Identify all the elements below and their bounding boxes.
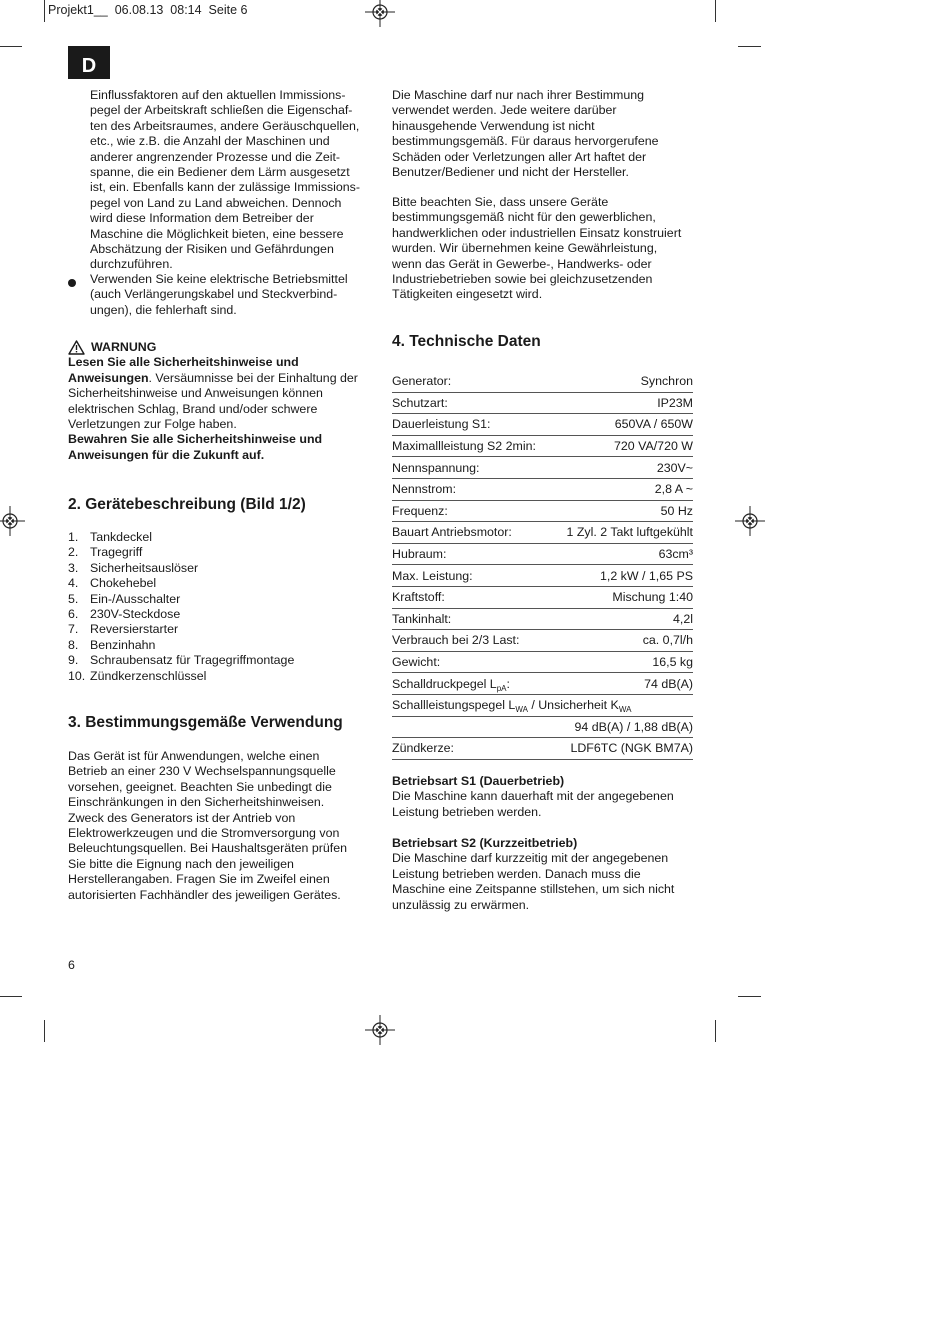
list-item [68, 561, 368, 576]
right-paragraph-2 [392, 195, 697, 303]
right-paragraph-1 [392, 88, 697, 180]
s2-line: Die Maschine darf kurzzeitig mit der angegebenen [392, 851, 669, 866]
section-3-line: Herstellerangaben. Fragen Sie im Zweifel einen [68, 872, 330, 887]
intro-line: Einflussfaktoren auf den aktuellen Immissions- [90, 88, 346, 102]
crop-mark-bottom-left-v [44, 1020, 45, 1042]
spec-row-schallleistung-label [392, 694, 693, 716]
spec-value: 16,5 kg [552, 651, 693, 673]
list-item [68, 653, 368, 668]
spec-table [392, 371, 693, 760]
s2-title: Betriebsart S2 (Kurzzeitbetrieb) [392, 836, 578, 850]
list-item [68, 622, 368, 637]
list-item-label: Reversierstarter [90, 622, 179, 637]
spec-value: 2,8 A ~ [552, 478, 693, 500]
spec-table-wrapper [392, 371, 693, 760]
list-item-label: 230V-Steckdose [90, 607, 181, 622]
registration-mark-right [735, 506, 765, 536]
table-row [392, 500, 693, 522]
spec-label: Schalldruckpegel $L_{pA}$: [392, 673, 552, 695]
spec-value: ca. 0,7l/h [552, 630, 693, 652]
right-paragraph-line: Benutzer/Bediener und nicht der Hersteller. [392, 165, 629, 180]
warning-triangle-icon [68, 340, 85, 355]
list-item-label: Tragegriff [90, 545, 143, 560]
warning-heading [68, 340, 378, 355]
s2-line: Leistung betrieben werden. Danach muss die [392, 866, 641, 881]
warning-heading-text: WARNUNG [91, 340, 157, 354]
spec-row-schallleistung-value [392, 716, 693, 738]
intro-line: Maschine die Möglichkeit bieten, eine bessere [90, 226, 344, 241]
right-paragraph-line: hinausgehende Verwendung ist nicht [392, 118, 595, 133]
section-3-paragraph [68, 749, 378, 903]
list-item [68, 530, 368, 545]
list-item-label: Chokehebel [90, 576, 157, 591]
warning-block [68, 340, 378, 463]
list-item-number: 2. [68, 545, 79, 560]
spec-label: Max. Leistung: [392, 565, 552, 587]
s1-line: Die Maschine kann dauerhaft mit der angegebenen [392, 789, 674, 804]
spec-value: IP23M [552, 392, 693, 414]
print-slug: Projekt1__ 06.08.13 08:14 Seite 6 [48, 3, 248, 17]
s2-block [392, 836, 702, 913]
crop-mark-bottom-right-v [715, 1020, 716, 1042]
crop-mark-top-left-v [44, 0, 45, 22]
intro-line: anderer angrenzender Prozesse und die Zeit- [90, 149, 341, 164]
table-row [392, 586, 693, 608]
table-row [392, 392, 693, 414]
section-3-line: Zweck des Generators ist der Antrieb von [68, 810, 296, 825]
warning-line: elektrischen Schlag, Brand und/oder schwere [68, 401, 318, 416]
right-paragraph-line: wenn das Gerät in Gewerbe-, Handwerks- oder [392, 256, 652, 271]
spec-label: Schallleistungspegel $L_{WA}$ / Unsicherheit $K_{WA}$ [392, 694, 693, 716]
table-row [392, 371, 693, 392]
list-item-number: 6. [68, 607, 79, 622]
section-3-line: Einschränkungen in den Sicherheitshinweisen. [68, 795, 325, 810]
section-3-line: Das Gerät ist für Anwendungen, welche einen [68, 749, 320, 763]
warning-line: Sicherheitshinweise und Anweisungen können [68, 386, 323, 401]
warning-bold-line: Anweisungen für die Zukunft auf. [68, 447, 265, 462]
bullet-line: Verwenden Sie keine elektrische Betriebsmittel [90, 272, 348, 286]
intro-line: wird diese Information dem Betreiber der [90, 211, 314, 226]
intro-line: ten des Arbeitsraumes, andere Geräuschquellen, [90, 118, 360, 133]
spec-label: Dauerleistung S1: [392, 414, 552, 436]
intro-paragraph [90, 88, 375, 273]
table-row [392, 522, 693, 544]
table-row [392, 414, 693, 436]
table-row [392, 608, 693, 630]
crop-mark-bottom-left-h [0, 996, 22, 997]
section-2-title: 2. Gerätebeschreibung (Bild 1/2) [68, 496, 306, 513]
spec-value: 1 Zyl. 2 Takt luftgekühlt [552, 522, 693, 544]
list-item-number: 4. [68, 576, 79, 591]
language-tab: D [68, 46, 110, 79]
spec-label: Bauart Antriebsmotor: [392, 522, 552, 544]
spec-value: 94 dB(A) / 1,88 dB(A) [552, 716, 693, 738]
spec-label: Tankinhalt: [392, 608, 552, 630]
list-item [68, 638, 368, 653]
list-item [68, 545, 368, 560]
s2-line: unzulässig zu erwärmen. [392, 897, 530, 912]
spec-value: 650VA / 650W [552, 414, 693, 436]
registration-mark-top [365, 0, 395, 27]
spec-label: Maximallleistung S2 2min: [392, 435, 552, 457]
warning-line: Verletzungen zur Folge haben. [68, 417, 237, 432]
bullet-line: ungen), die fehlerhaft sind. [90, 302, 237, 317]
crop-mark-bottom-right-h [738, 996, 761, 997]
spec-value: 63cm³ [552, 543, 693, 565]
table-row [392, 457, 693, 479]
intro-line: Abschätzung der Risiken und Gefährdungen [90, 242, 334, 257]
list-item-label: Sicherheitsauslöser [90, 560, 199, 575]
list-item [68, 669, 368, 684]
spec-value: LDF6TC (NGK BM7A) [552, 738, 693, 760]
bullet-dot [68, 279, 76, 287]
spec-label: Gewicht: [392, 651, 552, 673]
list-item-label: Schraubensatz für Tragegriffmontage [90, 653, 295, 668]
section-3-line: Betrieb an einer 230 V Wechselspannungsquelle [68, 764, 336, 779]
table-row [392, 543, 693, 565]
spec-label: Kraftstoff: [392, 586, 552, 608]
page-number: 6 [68, 958, 75, 972]
right-paragraph-line: verwendet werden. Jede weitere darüber [392, 103, 617, 118]
s2-line: Maschine eine Zeitspanne stillstehen, um sich nicht [392, 882, 675, 897]
registration-mark-bottom [365, 1015, 395, 1045]
right-paragraph-line: Schäden oder Verletzungen aller Art haftet der [392, 149, 647, 164]
bullet-line: (auch Verlängerungskabel und Steckverbind- [90, 287, 338, 302]
right-paragraph-line: wurden. Wir übernehmen keine Gewährleistung, [392, 241, 658, 256]
list-item-label: Tankdeckel [90, 530, 152, 544]
crop-mark-top-right-v [715, 0, 716, 22]
section-3-line: vorsehen, geeignet. Beachten Sie unbedingt die [68, 779, 332, 794]
spec-value: 74 dB(A) [552, 673, 693, 695]
table-row [392, 565, 693, 587]
table-row [392, 435, 693, 457]
right-paragraph-line: bestimmungsgemäß nicht für den gewerblichen, [392, 210, 656, 225]
crop-mark-top-right-h [738, 46, 761, 47]
right-paragraph-line: handwerklichen oder industriellen Einsatz konstruiert [392, 225, 682, 240]
spec-label: Nennspannung: [392, 457, 552, 479]
spec-value: 720 VA/720 W [552, 435, 693, 457]
spec-row-schalldruck [392, 673, 693, 695]
section-3-line: Beleuchtungsquellen. Bei Haushaltsgeräten prüfen [68, 841, 347, 856]
table-row [392, 651, 693, 673]
crop-mark-top-left-h [0, 46, 22, 47]
table-row [392, 630, 693, 652]
right-paragraph-line: Industriebetrieben sowie bei gleichzusetzenden [392, 272, 653, 287]
section-3-title: 3. Bestimmungsgemäße Verwendung [68, 714, 343, 731]
spec-label: Nennstrom: [392, 478, 552, 500]
s1-title: Betriebsart S1 (Dauerbetrieb) [392, 774, 565, 788]
list-item [68, 607, 368, 622]
spec-value: Synchron [552, 371, 693, 392]
intro-line: etc., wie z.B. die Anzahl der Maschinen und [90, 134, 330, 149]
warning-bold-line: Bewahren Sie alle Sicherheitshinweise und [68, 432, 323, 447]
section-3-line: autorisierten Fachhändler des jeweiligen Gerätes. [68, 887, 341, 902]
spec-label: Zündkerze: [392, 738, 552, 760]
spec-value: 50 Hz [552, 500, 693, 522]
warning-line-rest: . Versäumnisse bei der Einhaltung der [148, 370, 358, 385]
intro-line: spanne, die ein Bediener dem Lärm ausgesetzt [90, 165, 350, 180]
registration-mark-left [0, 506, 25, 536]
list-item-label: Benzinhahn [90, 637, 156, 652]
intro-line: ist, ein. Ebenfalls kann der zulässige Immissions- [90, 180, 360, 195]
list-item-number: 7. [68, 622, 79, 637]
spec-value: Mischung 1:40 [552, 586, 693, 608]
warning-bold-word: Anweisungen [68, 370, 149, 385]
list-item-number: 1. [68, 530, 79, 544]
intro-line: pegel von Land zu Land abweichen. Dennoch [90, 195, 342, 210]
right-paragraph-line: Die Maschine darf nur nach ihrer Bestimmung [392, 88, 645, 102]
list-item-number: 5. [68, 591, 79, 606]
spec-value: 230V~ [552, 457, 693, 479]
intro-line: pegel der Arbeitskraft schließen die Eigenschaf- [90, 103, 353, 118]
spec-label: Generator: [392, 371, 552, 392]
list-item [68, 576, 368, 591]
list-item-number: 3. [68, 560, 79, 575]
section-3-line: Sie bitte die Eignung nach den jeweiligen [68, 856, 294, 871]
spec-value: 1,2 kW / 1,65 PS [552, 565, 693, 587]
list-item-label: Zündkerzenschlüssel [90, 668, 207, 683]
list-item-number: 8. [68, 637, 79, 652]
list-item-number: 10. [68, 668, 86, 683]
right-paragraph-line: Bitte beachten Sie, dass unsere Geräte [392, 195, 609, 209]
right-paragraph-line: Tätigkeiten eingesetzt wird. [392, 287, 543, 302]
s1-block [392, 774, 702, 820]
spec-label: Hubraum: [392, 543, 552, 565]
section-3-line: Elektrowerkzeugen und die Stromversorgung von [68, 826, 340, 841]
list-item-number: 9. [68, 653, 79, 668]
right-paragraph-line: bestimmungsgemäß. Für daraus hervorgerufene [392, 134, 659, 149]
bullet-paragraph [90, 272, 375, 318]
table-row [392, 478, 693, 500]
list-item [68, 592, 368, 607]
list-item-label: Ein-/Ausschalter [90, 591, 181, 606]
spec-label: Schutzart: [392, 392, 552, 414]
warning-line-bold: Lesen Sie alle Sicherheitshinweise und [68, 355, 299, 370]
parts-list [68, 530, 368, 684]
spec-label: Frequenz: [392, 500, 552, 522]
s1-line: Leistung betrieben werden. [392, 804, 542, 819]
spec-label: Verbrauch bei 2/3 Last: [392, 630, 552, 652]
section-4-title: 4. Technische Daten [392, 333, 541, 350]
spec-value: 4,2l [552, 608, 693, 630]
intro-line: durchzuführen. [90, 257, 173, 272]
spec-row-zuendkerze [392, 738, 693, 760]
